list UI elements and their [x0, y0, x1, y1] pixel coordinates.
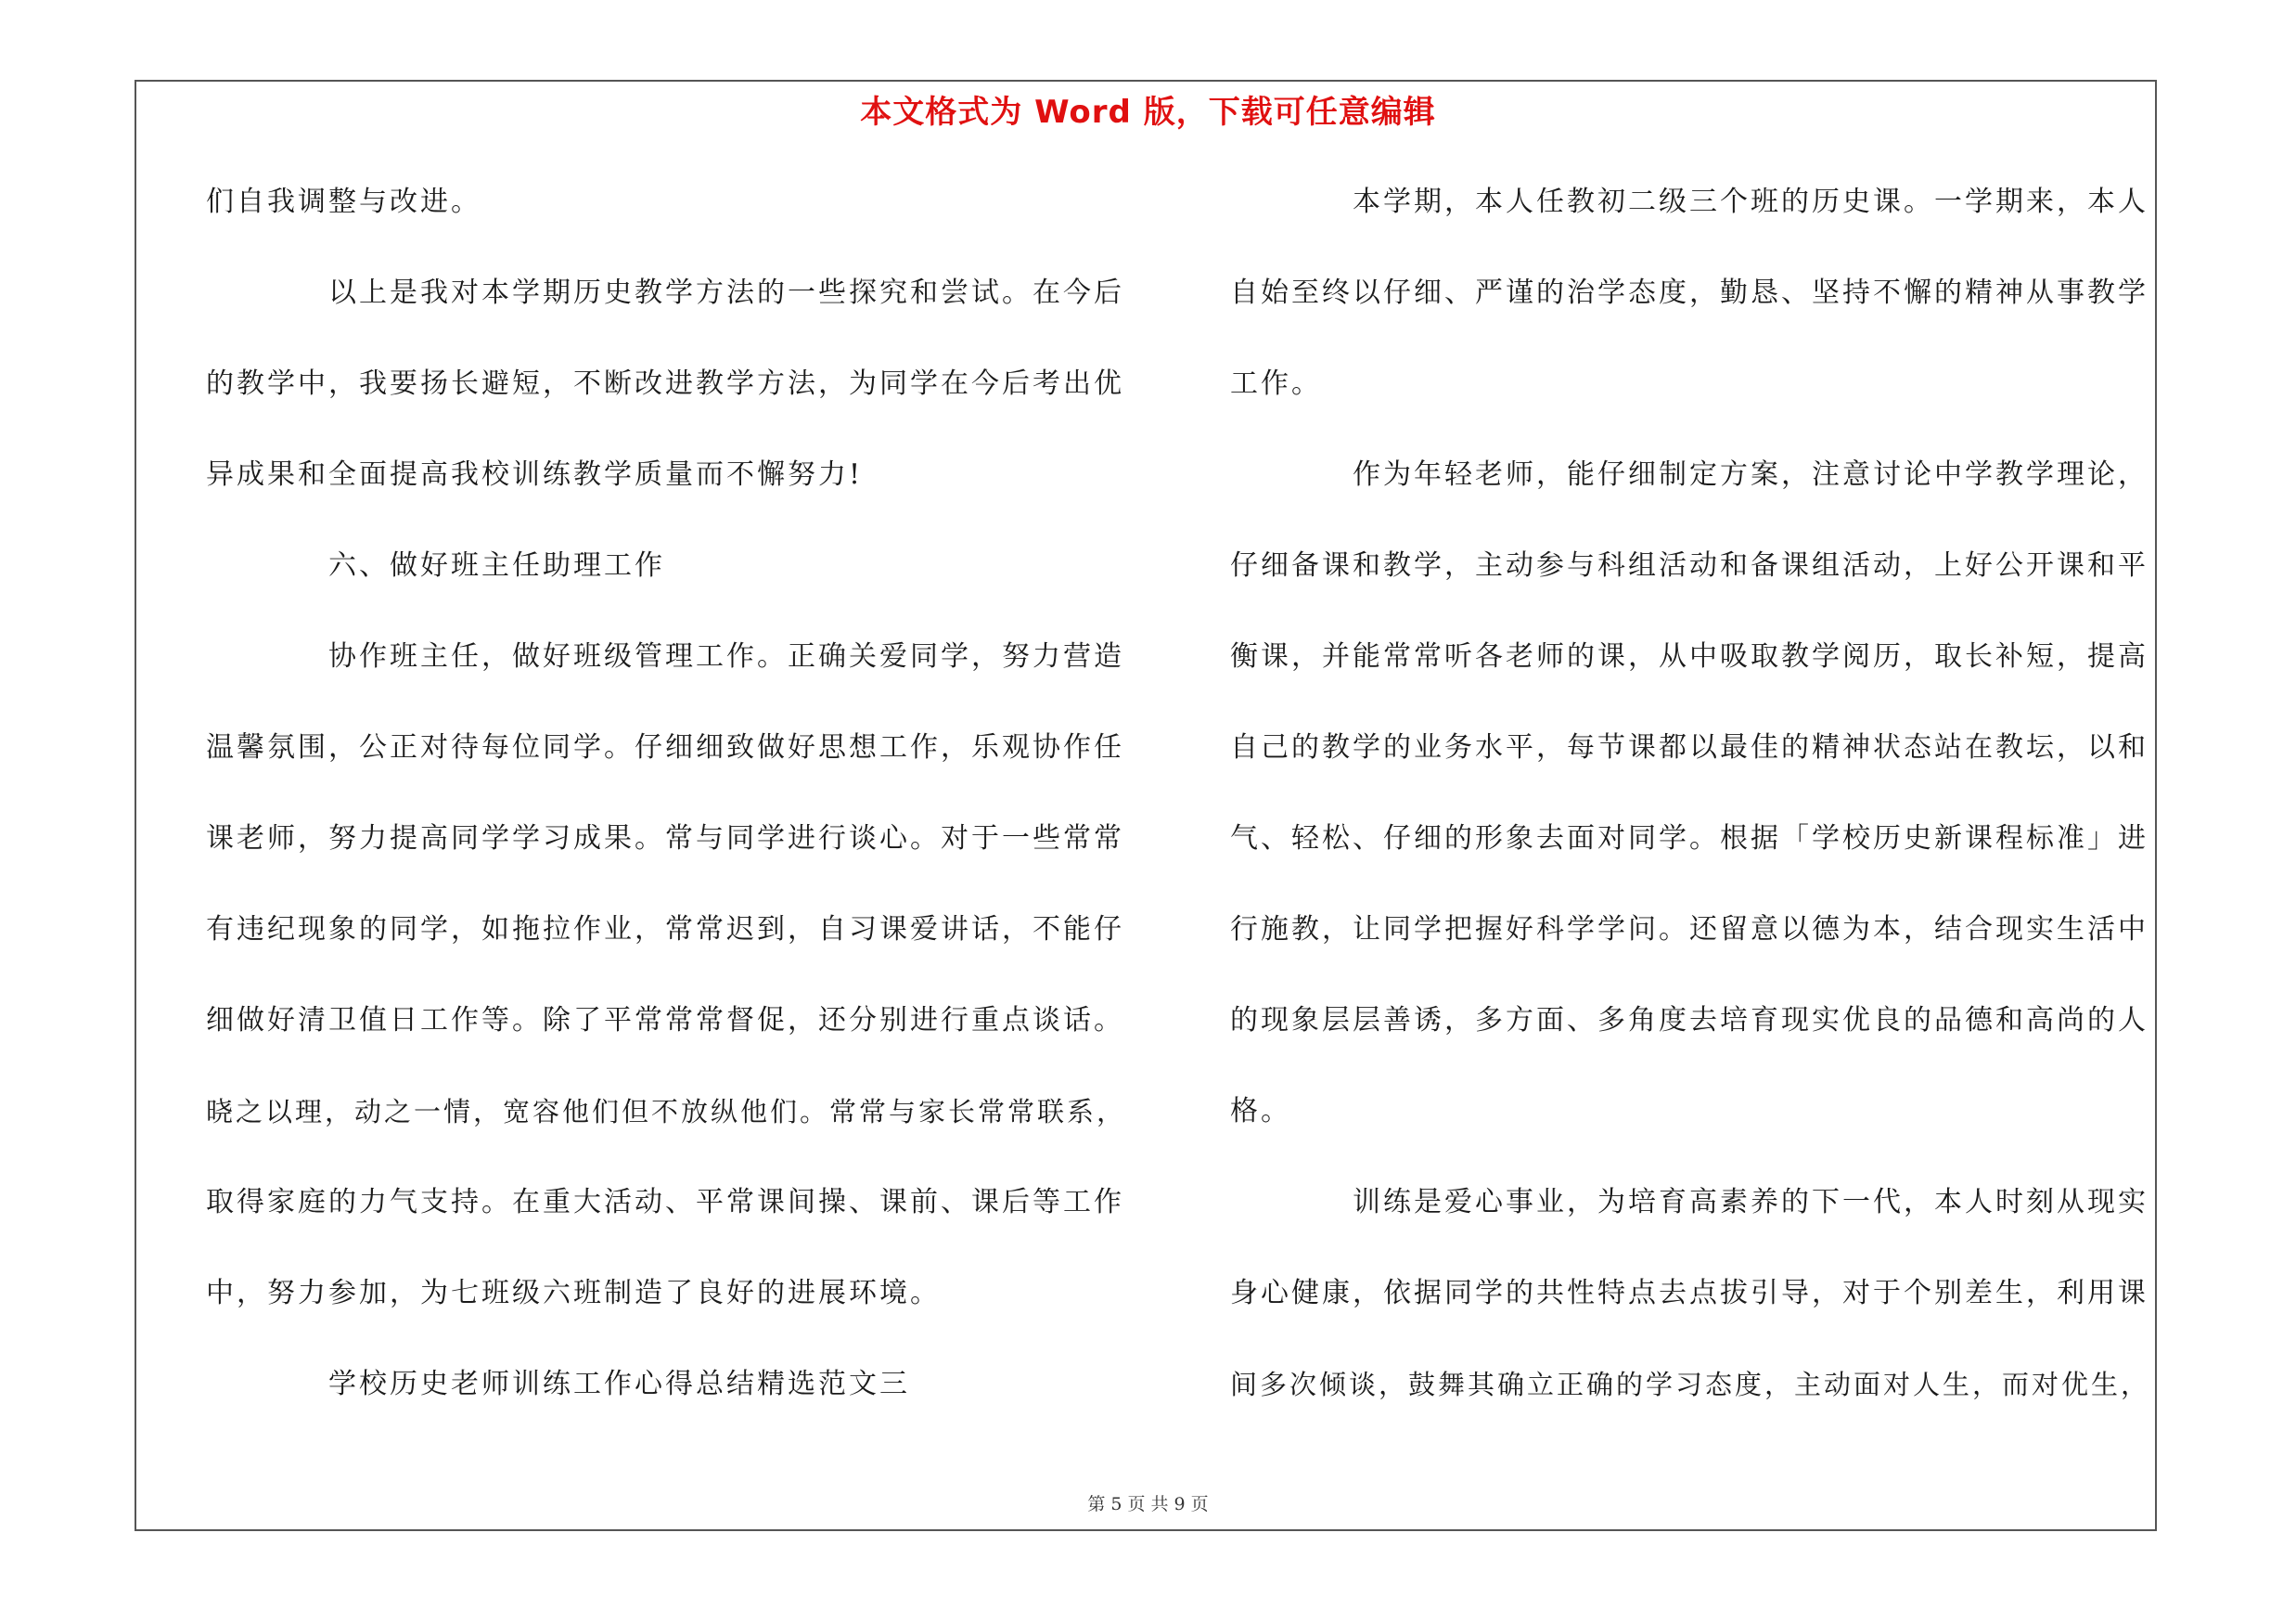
paragraph-line: 温馨氛围，公正对待每位同学。仔细细致做好思想工作，乐观协作任 — [206, 731, 1124, 764]
paragraph-line: 仔细备课和教学，主动参与科组活动和备课组活动，上好公开课和平 — [1230, 549, 2148, 582]
paragraph-line: 行施教，让同学把握好科学学问。还留意以德为本，结合现实生活中 — [1230, 913, 2148, 946]
section-heading: 学校历史老师训练工作心得总结精选范文三 — [328, 1368, 910, 1400]
paragraph-line: 的现象层层善诱，多方面、多角度去培育现实优良的品德和高尚的人 — [1230, 1004, 2148, 1037]
paragraph-line: 们自我调整与改进。 — [206, 186, 481, 218]
paragraph-line: 气、轻松、仔细的形象去面对同学。根据「学校历史新课程标准」进 — [1230, 822, 2148, 855]
paragraph-line: 本学期，本人任教初二级三个班的历史课。一学期来，本人 — [1353, 186, 2148, 218]
word-format-banner: 本文格式为 Word 版，下载可任意编辑 — [860, 94, 1436, 131]
paragraph-line: 中，努力参加，为七班级六班制造了良好的进展环境。 — [206, 1277, 941, 1309]
paragraph-line: 的教学中，我要扬长避短，不断改进教学方法，为同学在今后考出优 — [206, 367, 1124, 400]
paragraph-line: 格。 — [1230, 1095, 1291, 1127]
paragraph-line: 衡课，并能常常听各老师的课，从中吸取教学阅历，取长补短，提高 — [1230, 640, 2148, 673]
page-number-footer: 第 5 页 共 9 页 — [1087, 1494, 1209, 1514]
paragraph-line: 协作班主任，做好班级管理工作。正确关爱同学，努力营造 — [328, 640, 1124, 673]
paragraph-line: 自始至终以仔细、严谨的治学态度，勤恳、坚持不懈的精神从事教学 — [1230, 277, 2148, 309]
paragraph-line: 异成果和全面提高我校训练教学质量而不懈努力! — [206, 458, 864, 491]
paragraph-line: 有违纪现象的同学，如拖拉作业，常常迟到，自习课爱讲话，不能仔 — [206, 913, 1124, 946]
paragraph-line: 作为年轻老师，能仔细制定方案，注意讨论中学教学理论， — [1353, 458, 2148, 491]
paragraph-line: 训练是爱心事业，为培育高素养的下一代，本人时刻从现实 — [1353, 1186, 2148, 1218]
section-heading: 六、做好班主任助理工作 — [328, 549, 665, 582]
paragraph-line: 取得家庭的力气支持。在重大活动、平常课间操、课前、课后等工作 — [206, 1186, 1124, 1218]
paragraph-line: 身心健康，依据同学的共性特点去点拔引导，对于个别差生，利用课 — [1230, 1277, 2148, 1309]
paragraph-line: 细做好清卫值日工作等。除了平常常常督促，还分别进行重点谈话。 — [206, 1004, 1124, 1037]
paragraph-line: 间多次倾谈，鼓舞其确立正确的学习态度，主动面对人生，而对优生， — [1230, 1369, 2151, 1400]
paragraph-line: 以上是我对本学期历史教学方法的一些探究和尝试。在今后 — [328, 277, 1124, 309]
paragraph-line: 工作。 — [1230, 367, 1322, 400]
paragraph-line: 晓之以理，动之一情，宽容他们但不放纵他们。常常与家长常常联系， — [206, 1096, 1127, 1127]
paragraph-line: 自己的教学的业务水平，每节课都以最佳的精神状态站在教坛，以和 — [1230, 731, 2148, 764]
paragraph-line: 课老师，努力提高同学学习成果。常与同学进行谈心。对于一些常常 — [206, 822, 1124, 855]
